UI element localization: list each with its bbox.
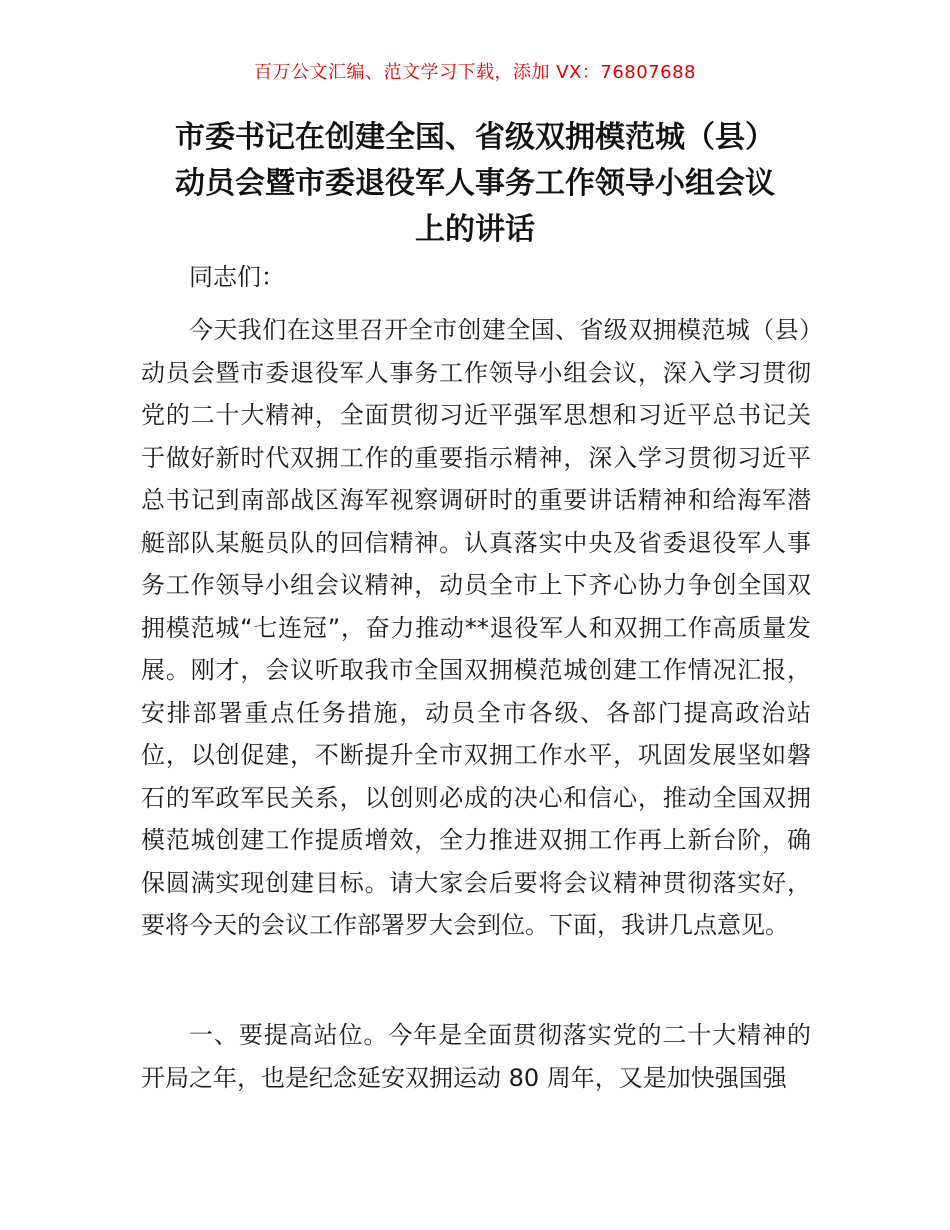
salutation: 同志们： <box>189 263 285 291</box>
title-line-3: 上的讲话 <box>415 212 535 247</box>
title-line-2: 动员会暨市委退役军人事务工作领导小组会议 <box>175 166 775 201</box>
title-line-1: 市委书记在创建全国、省级双拥模范城（县） <box>175 120 775 155</box>
document-title <box>110 115 840 253</box>
paragraph-section-one: 一、要提高站位。今年是全面贯彻落实党的二十大精神的开局之年，也是纪念延安双拥运动 80 周年，又是加快强国强 <box>141 1021 811 1092</box>
header-banner: 百万公文汇编、范文学习下载，添加 VX：76807688 <box>254 62 696 83</box>
paragraph-intro: 今天我们在这里召开全市创建全国、省级双拥模范城（县）动员会暨市委退役军人事务工作领导小组会议，深入学习贯彻党的二十大精神，全面贯彻习近平强军思想和习近平总书记关于做好新时代双拥工作的重要指示精神，深入学习贯彻习近平总书记到南部战区海军视察调研时的重要讲话精神和给海军潜艇部队某艇员队的回信精神。认真落实中央及省委退役军人事务工作领导小组会议精神，动员全市上下齐心协力争创全国双拥模范城“七连冠”，奋力推动**退役军人和双拥工作高质量发展。刚才，会议听取我市全国双拥模范城创建工作情况汇报，安排部署重点任务措施，动员全市各级、各部门提高政治站位，以创促建，不断提升全市双拥工作水平，巩固发展坚如磐石的军政军民关系，以创则必成的决心和信心，推动全国双拥模范城创建工作提质增效，全力推进双拥工作再上新台阶，确保圆满实现创建目标。请大家会后要将会议精神贯彻落实好，要将今天的会议工作部署罗大会到位。下面，我讲几点意见。 <box>141 316 811 939</box>
